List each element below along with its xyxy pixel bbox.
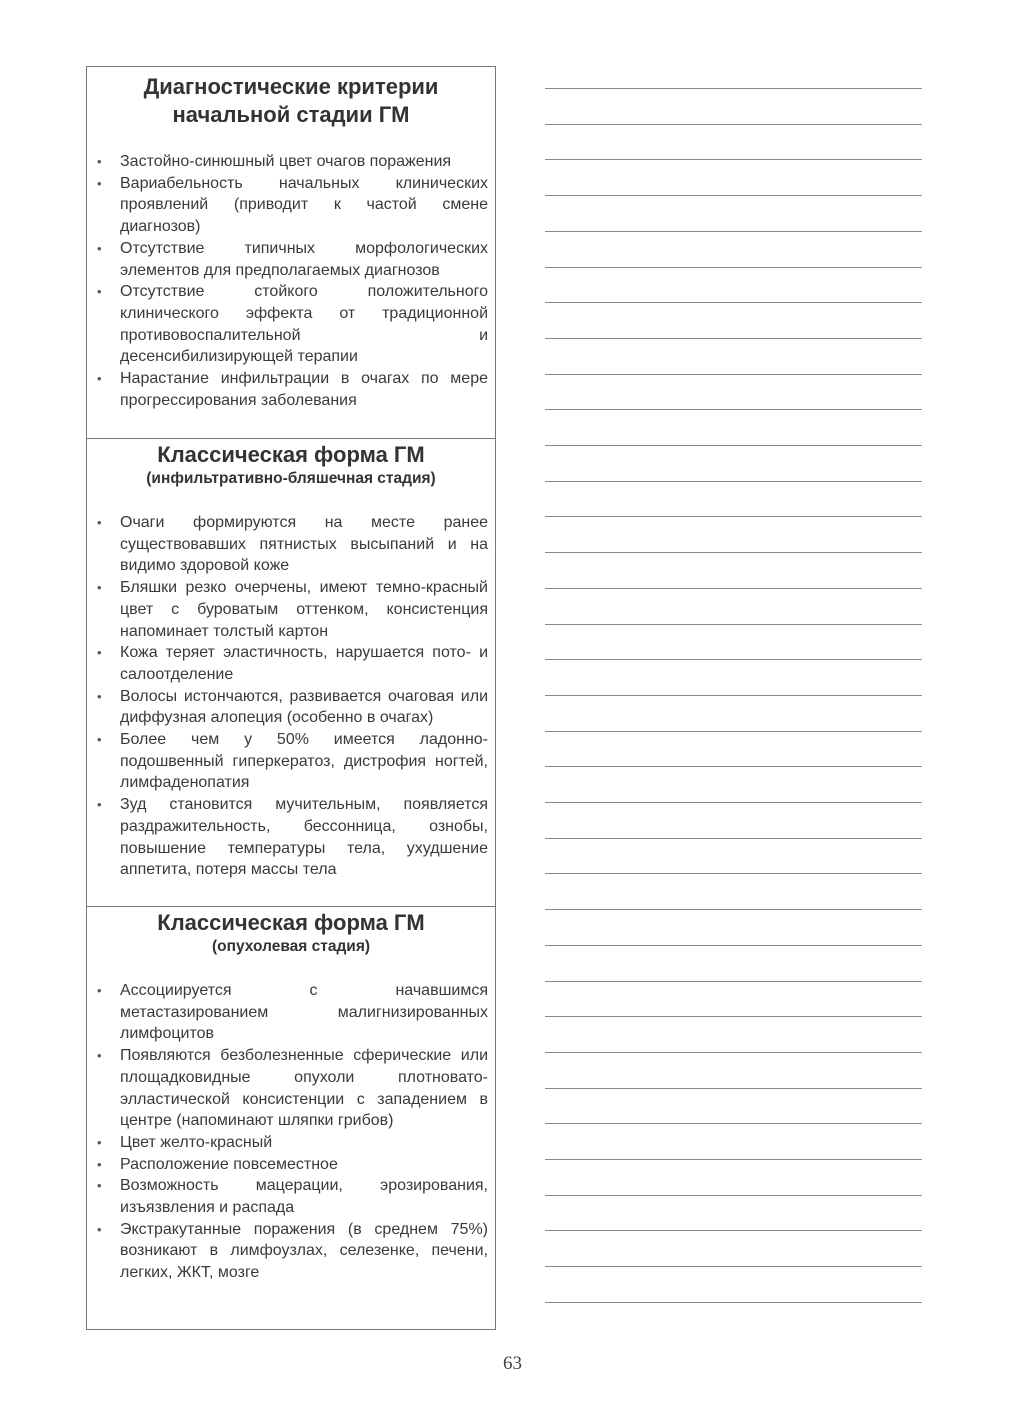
note-line	[545, 1266, 922, 1267]
note-line	[545, 302, 922, 303]
list-item: • Нарастание инфильтрации в очагах по мере прогрессирования заболевания	[95, 368, 488, 411]
note-line	[545, 909, 922, 910]
note-line	[545, 195, 922, 196]
note-line	[545, 374, 922, 375]
note-line	[545, 766, 922, 767]
note-line	[545, 802, 922, 803]
section-title: Классическая форма ГМ	[157, 442, 425, 467]
list-item: • Волосы истончаются, развивается очаговая или диффузная алопеция (особенно в очагах)	[95, 686, 488, 729]
note-line	[545, 659, 922, 660]
note-line	[545, 1302, 922, 1303]
note-line	[545, 481, 922, 482]
note-line	[545, 838, 922, 839]
note-line	[545, 1123, 922, 1124]
section-initial-stage	[87, 67, 495, 438]
list-item: • Ассоциируется с начавшимся метастазированием малигнизированных лимфоцитов	[95, 980, 488, 1045]
note-line	[545, 873, 922, 874]
list-item: • Вариабельность начальных клинических проявлений (приводит к частой смене диагнозов)	[95, 173, 488, 238]
note-line	[545, 516, 922, 517]
note-line	[545, 1016, 922, 1017]
note-line	[545, 1088, 922, 1089]
note-line	[545, 731, 922, 732]
note-line	[545, 159, 922, 160]
list-item: • Более чем у 50% имеется ладонно-подошвенный гиперкератоз, дистрофия ногтей, лимфаденопатия	[95, 729, 488, 794]
criteria-list	[87, 151, 495, 411]
note-line	[545, 945, 922, 946]
note-line	[545, 1052, 922, 1053]
list-item: • Отсутствие стойкого положительного клинического эффекта от традиционной противовоспалительной и десенсибилизирующей терапии	[95, 281, 488, 368]
list-item: • Возможность мацерации, эрозирования, изъязвления и распада	[95, 1175, 488, 1218]
list-item: • Зуд становится мучительным, появляется раздражительность, бессонница, ознобы, повышение температуры тела, ухудшение аппетита, потеря массы тела	[95, 794, 488, 881]
note-line	[545, 267, 922, 268]
list-item: • Очаги формируются на месте ранее существовавших пятнистых высыпаний и на видимо здоровой коже	[95, 512, 488, 577]
page-number: 63	[503, 1353, 522, 1374]
note-line	[545, 981, 922, 982]
note-line	[545, 1230, 922, 1231]
section-subtitle: (инфильтративно-бляшечная стадия)	[146, 470, 436, 487]
list-item: • Экстракутанные поражения (в среднем 75%) возникают в лимфоузлах, селезенке, печени, легких, ЖКТ, мозге	[95, 1219, 488, 1284]
list-item: • Застойно-синюшный цвет очагов поражения	[95, 151, 488, 173]
note-line	[545, 88, 922, 89]
section-tumor-stage	[87, 906, 495, 1331]
note-line	[545, 338, 922, 339]
section-plaque-stage	[87, 438, 495, 906]
list-item: • Бляшки резко очерчены, имеют темно-красный цвет с буроватым оттенком, консистенция напоминает толстый картон	[95, 577, 488, 642]
note-line	[545, 588, 922, 589]
section-title: Классическая форма ГМ	[157, 910, 425, 935]
note-line	[545, 124, 922, 125]
list-item: • Цвет желто-красный	[95, 1132, 488, 1154]
note-line	[545, 695, 922, 696]
list-item: • Расположение повсеместное	[95, 1154, 488, 1176]
section-title: Диагностические критерии начальной стадии ГМ	[143, 74, 439, 127]
criteria-table	[86, 66, 496, 1330]
list-item: • Отсутствие типичных морфологических элементов для предполагаемых диагнозов	[95, 238, 488, 281]
note-line	[545, 445, 922, 446]
list-item: • Появляются безболезненные сферические или площадковидные опухоли плотновато-элластической консистенции с западением в центре (напоминают шляпки грибов)	[95, 1045, 488, 1132]
note-line	[545, 231, 922, 232]
list-item: • Кожа теряет эластичность, нарушается пото- и салоотделение	[95, 642, 488, 685]
criteria-list	[87, 512, 495, 881]
note-line	[545, 1159, 922, 1160]
section-subtitle: (опухолевая стадия)	[211, 938, 371, 955]
note-line	[545, 1195, 922, 1196]
note-line	[545, 552, 922, 553]
note-line	[545, 624, 922, 625]
note-line	[545, 409, 922, 410]
criteria-list	[87, 980, 495, 1284]
